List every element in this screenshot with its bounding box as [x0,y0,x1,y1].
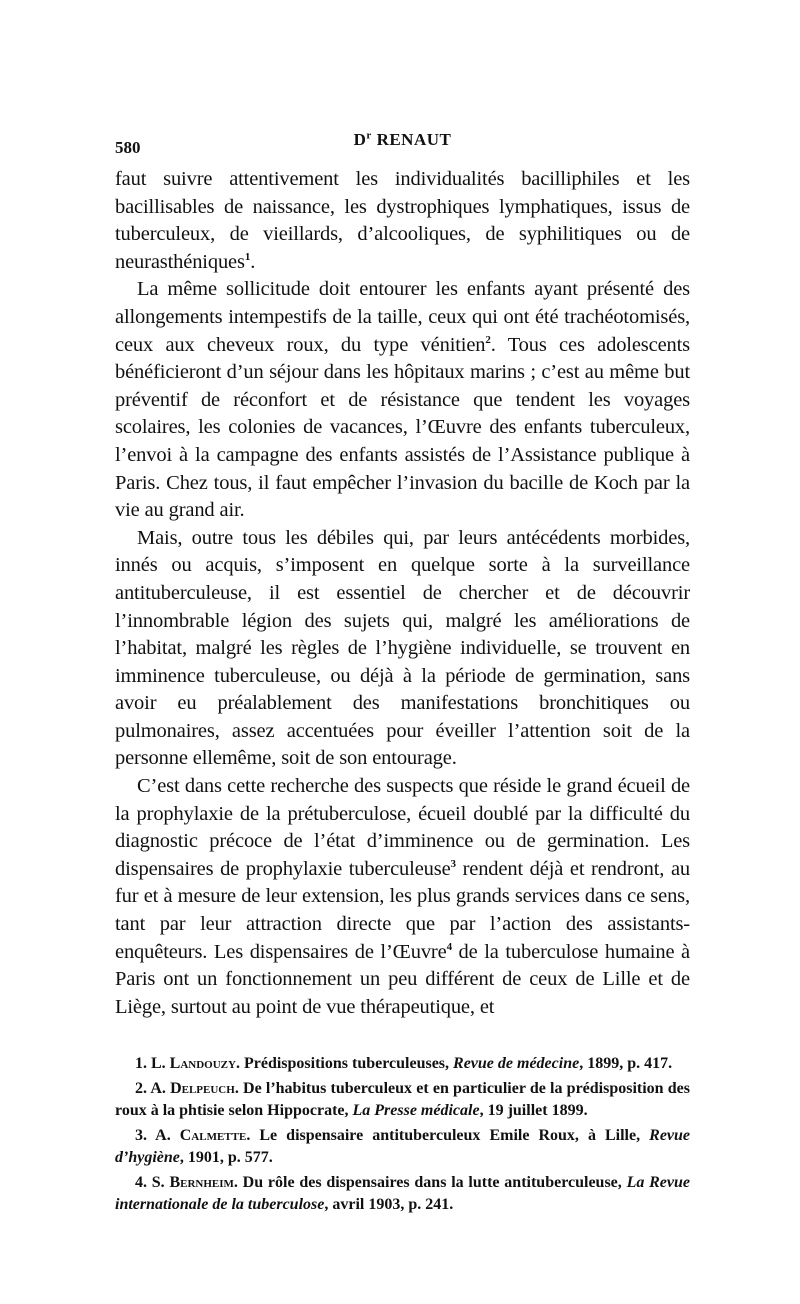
paragraph-1 [115,166,690,276]
text-run: 4. S. [135,1174,170,1192]
text-run: , 19 juillet 1899. [479,1102,588,1120]
footnote-ref: 4 [446,940,452,953]
running-title-sup: r [366,129,372,142]
paragraph-3 [115,525,690,773]
text-run: 3. A. [135,1127,180,1145]
running-title [115,130,690,150]
footnote-3 [115,1125,690,1169]
footnote-1 [115,1053,690,1075]
text-run: rendent déjà et rendront, au fur et à mesure de leur extension, les plus grands services dans ce sens, tant par leur attraction directe que par l’action des assistants-enquêteurs. Les dispensaires de l’Œuvre [115,857,690,963]
footnote-ref: 1 [244,250,251,263]
text-run: , avril 1903, p. 241. [324,1196,454,1214]
body-text [115,166,690,1021]
text-run: . De l’habitus tuberculeux et en particulier de la prédisposition des roux à la phtisie selon Hippocrate, [115,1080,691,1120]
text-run: La Revue internationale de la tuberculose [115,1174,690,1214]
text-run: . Prédispositions tuberculeuses, [235,1055,454,1073]
footnote-ref: 3 [450,858,456,871]
text-run: , 1901, p. 577. [179,1149,273,1167]
footnotes [115,1053,690,1216]
footnote-4 [115,1172,690,1216]
paragraph-4 [115,773,690,1021]
text-run: . [250,250,256,273]
book-page [115,130,690,1219]
text-run: Calmette [179,1127,247,1145]
text-run: 2. A. [135,1080,171,1098]
running-title-rest: RENAUT [371,130,452,149]
text-run: La même sollicitude doit entourer les enfants ayant présenté des allongements intempestifs de la taille, ceux qui ont été trachéotomisés, ceux aux cheveux roux, du type vénitien [115,278,690,356]
text-run: de la tuberculose humaine à Paris ont un fonctionnement un peu différent de ceux de Lille et de Liège, surtout au point de vue thérapeutique, et [115,940,690,1018]
text-run: Landouzy [169,1055,236,1073]
text-run: . Le dispensaire antituberculeux Emile Roux, à Lille, [246,1127,650,1145]
paragraph-2 [115,276,690,524]
text-run: . Tous ces adolescents bénéficieront d’un séjour dans les hôpitaux marins ; c’est au même but préventif de réconfort et de résistance que tendent les voyages scolaires, les colonies de vacances, l’Œuvre des enfants tuberculeux, l’envoi à la campagne des enfants assistés de l’Assistance publique à Paris. Chez tous, il faut empêcher l’invasion du bacille de Koch par la vie au grand air. [115,333,690,522]
text-run: . Du rôle des dispensaires dans la lutte antituberculeuse, [233,1174,627,1192]
text-run: Bernheim [169,1174,234,1192]
text-run: faut suivre attentivement les individualités bacilliphiles et les bacillisables de naissance, les dystrophiques lymphatiques, issus de tuberculeux, de vieillards, d’alcooliques, de syphilitiques ou de neurasthéniques [115,168,690,273]
page-number: 580 [115,138,141,157]
text-run: La Presse médicale [352,1102,480,1120]
footnote-2 [115,1078,690,1122]
running-title-prefix: D [353,130,367,149]
footnote-ref: 2 [485,333,491,346]
text-run: C’est dans cette recherche des suspects que réside le grand écueil de la prophylaxie de la prétuberculose, écueil doublé par la difficulté du diagnostic précoce de l’état d’imminence ou de germination. Les dispensaires de prophylaxie tuberculeuse [115,775,690,880]
text-run: 1. L. [135,1055,170,1073]
text-run: Delpeuch [170,1080,235,1098]
text-run: Revue d’hygiène [115,1127,691,1167]
text-run: Revue de médecine [453,1055,580,1073]
text-run: Mais, outre tous les débiles qui, par leurs antécédents morbides, innés ou acquis, s’imposent en quelque sorte à la surveillance antituberculeuse, il est essentiel de chercher et de découvrir l’innombrable légion des sujets qui, malgré les améliorations de l’habitat, malgré les règles de l’hygiène individuelle, se trouvent en imminence tuberculeuse, ou déjà à la période de germination, sans avoir eu préalablement des manifestations bronchitiques ou pulmonaires, assez accentuées pour éveiller l’attention soit de la personne ellemême, soit de son entourage. [115,526,690,770]
text-run: , 1899, p. 417. [579,1055,673,1073]
running-head [115,130,690,166]
